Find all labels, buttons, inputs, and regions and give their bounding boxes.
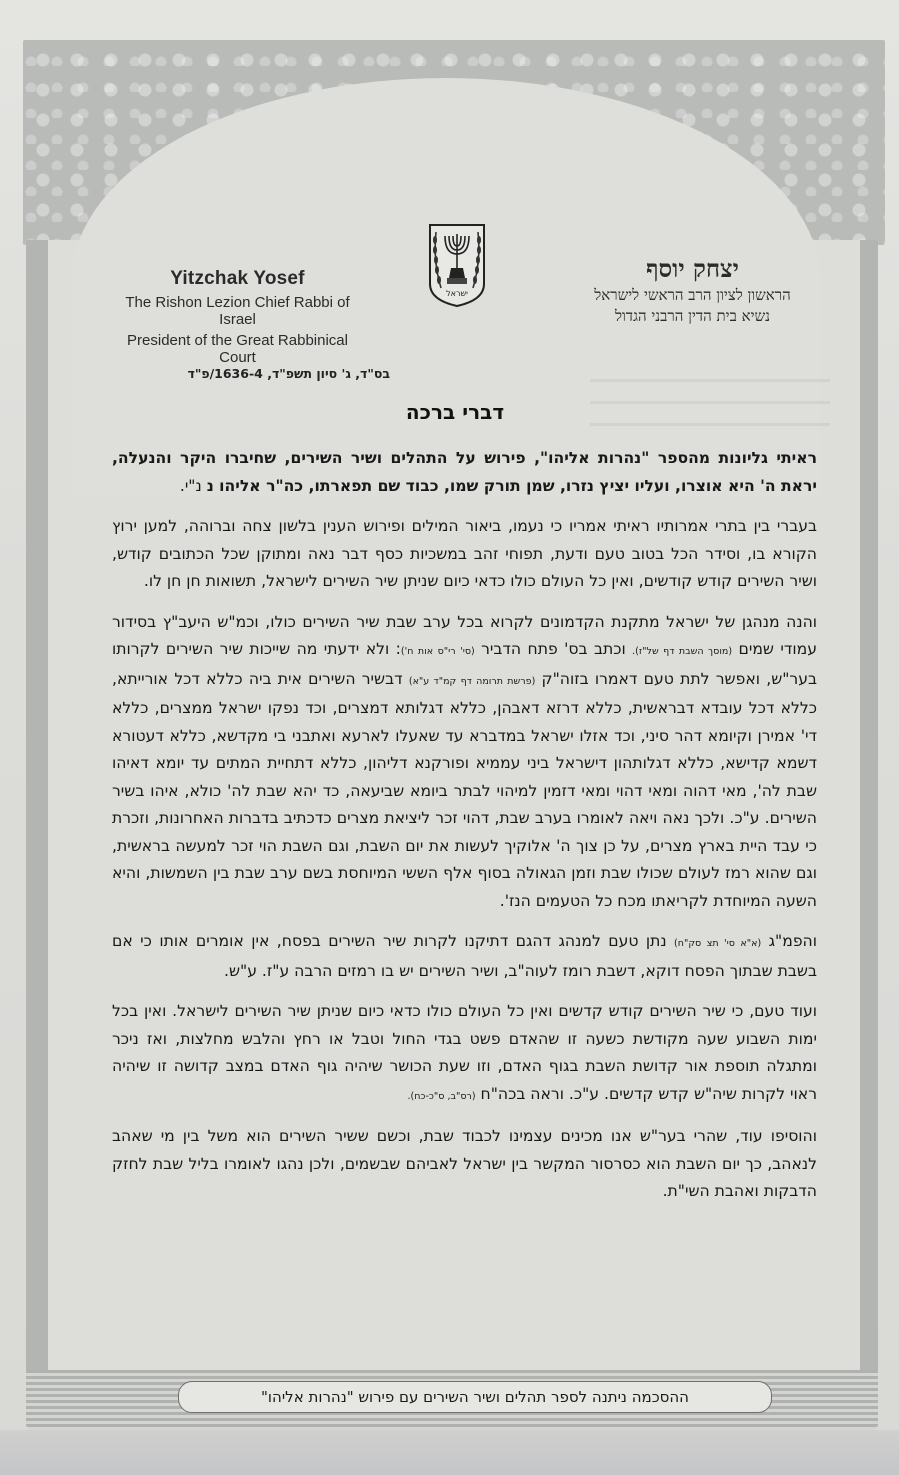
p1-text-a: ראיתי גליונות מהספר <box>649 449 817 467</box>
reference-date-line: בס"ד, ג' סיון תשפ"ד, 1636-4/פ"ד <box>187 366 390 381</box>
citation: (רס"ב, ס"כ-כח). <box>407 1090 476 1102</box>
background-surface <box>0 1430 899 1475</box>
p4-text-a: והפמ"ג <box>761 932 817 950</box>
paragraph-3 <box>112 609 817 916</box>
citation: (סי' רי"ס אות ח') <box>400 646 475 657</box>
p3-text-a: והנה מנהגן של ישראל מתקנת הקדמונים לקרוא בכל ערב שבת שיר השירים כולו, וכמ"ש היעב"ץ בסידור עמודי שמים <box>112 612 817 658</box>
citation: (א"א סי' תצ סק"ח) <box>674 938 762 949</box>
svg-text:ישראל: ישראל <box>446 289 468 298</box>
letter-body <box>112 445 817 1219</box>
p3-text-d: דבשיר השירים אית ביה כללא דכל אורייתא, כללא דכל עובדא דבראשית, כללא דרזא דאבהן, כללא דגלותא דמצרים, וכד נפקו ישראל ממצרים, כללא די' אמירן וקיומא דהר סיני, וכד אזלו ישראל במדברא עד שאעלו לארעא ואתבני בי מקדשא, כללא דעטורא דשמא קדישא, כללא דגלותהון דישראל ביני עממיא ופורקנא דליהון, כללא דתחיית המתים עד יומא דאיהו שבת לה', מאי דהוה ומאי דהוי ומאי דזמין למיהוי לבתר ביומא שביעאה, כד יהא שבת לה' כולא, איהו בשיר השירים. ע"כ. ולכך נאה ויאה לאומרו בערב שבת, דהוי זכר ליציאת מצרים כדכתיב בדברות האחרונות, וזכרת כי עבד היית בארץ מצרים, על כן צוך ה' אלוקיך לעשות את יום השבת, וגם השבת הוי זכר למעשה בראשית, וגם שהוא רמז לעולם שכולו שבת וזמן הגאולה בסוף אלף הששי המיוחסת בשם ערב שבת בין השמשות, והיא השעה המיוחדת לקריאתו מכח כל הטעמים הנז'. <box>112 669 817 910</box>
english-letterhead <box>110 268 365 366</box>
citation: (מוסך השבת דף של"ז). <box>632 646 733 657</box>
p4-text-b: נתן טעם למנהג דהגם דתיקנו לקרות שיר השירים בפסח, אין אומרים אותו כי אם בשבת שבתוך הפסח דוקא, דשבת רומז לעוה"ב, ושיר השירים יש בו רמזים הרבה ע"ז. ע"ש. <box>112 932 817 980</box>
bleed-through-text <box>590 370 830 430</box>
p1-text-b: פירוש על התהלים ושיר השירים, שחיברו היקר והנעלה, יראת ה' היא אוצרו, ועליו יציץ נזרו, שמן תורק שמו, כבוד שם תפארתו, כה"ר <box>112 449 817 495</box>
hebrew-title-line1: הראשון לציון הרב הראשי לישראל <box>594 286 791 304</box>
p1-suffix: נ"י. <box>179 476 207 495</box>
paragraph-4 <box>112 928 817 985</box>
paragraph-2: בעברי בין בתרי אמרותיו ראיתי אמריו כי נעמו, ביאור המילים ופירוש הענין בלשון צחה וברוהה, למען ירוץ הקורא בו, וסידר הכל בטוב טעם ודעת, תפוחי זהב במשכיות כסף דבר נאה ומתוקן שכל הכתובים קודש, ושיר השירים קודש קודשים, ואין כל העולם כולו כדאי כיום שניתן שיר השירים לישראל, תשואות חן חן לו. <box>112 517 817 590</box>
author-name: אליהו נ <box>206 476 261 495</box>
frame-left-border <box>26 240 48 1400</box>
p3-text-c: : ולא ידעתי מה שייכות שיר השירים לקרותו בער"ש, ואפשר לתת טעם דאמרו בזוה"ק <box>112 640 817 688</box>
footer-banner-text: ההסכמה ניתנה לספר תהלים ושיר השירים עם פירוש "נהרות אליהו" <box>261 1388 689 1406</box>
hebrew-title-line2: נשיא בית הדין הרבני הגדול <box>614 307 771 325</box>
hebrew-name: יצחק יוסף <box>646 254 739 283</box>
paragraph-6: והוסיפו עוד, שהרי בער"ש אנו מכינים עצמינו לכבוד שבת, וכשם ששיר השירים הוא משל בין מי שאהב לנאהב, כך יום השבת הוא כסרסור המקשר בין ישראל לאביהם שבשמים, ולכן נהגו לאומרו בליל שבת לחזק הדבקות ואהבת השי"ת. <box>112 1127 817 1200</box>
english-name: Yitzchak Yosef <box>170 268 305 289</box>
hebrew-letterhead <box>570 254 815 326</box>
english-title-line2: President of the Great Rabbinical Court <box>127 332 348 366</box>
book-name: "נהרות אליהו", <box>525 449 650 467</box>
frame-right-border <box>860 240 878 1390</box>
paragraph-1 <box>112 445 817 500</box>
footer-banner <box>178 1381 772 1413</box>
p3-text-b: וכתב בס' פתח הדביר <box>474 640 633 658</box>
english-title-line1: The Rishon Lezion Chief Rabbi of Israel <box>125 294 350 328</box>
p5-text-a: ועוד טעם, כי שיר השירים קודש קדשים ואין כל העולם כולו כדאי כיום שניתן שיר השירים לישראל. ואין בכל ימות השבוע שעה מקודשת כשעה זו שהאדם פשט בגדי החול וטבל או רחץ והלבש מחלצות, ואז ניכר ומתגלה תוספת אור קדושת השבת בגוף האדם, וזו שעת הכושר שיהיה גוף האדם במצב קדושה זו שיהיה ראוי לקרות שיה"ש קדש קדשים. ע"כ. וראה בכה"ח <box>112 1002 817 1103</box>
document-title: דברי ברכה <box>405 400 505 424</box>
citation: (פרשת תרומה דף קמ"ד ע"א) <box>408 675 536 687</box>
state-of-israel-emblem-icon <box>427 222 487 308</box>
paragraph-5 <box>112 998 817 1110</box>
